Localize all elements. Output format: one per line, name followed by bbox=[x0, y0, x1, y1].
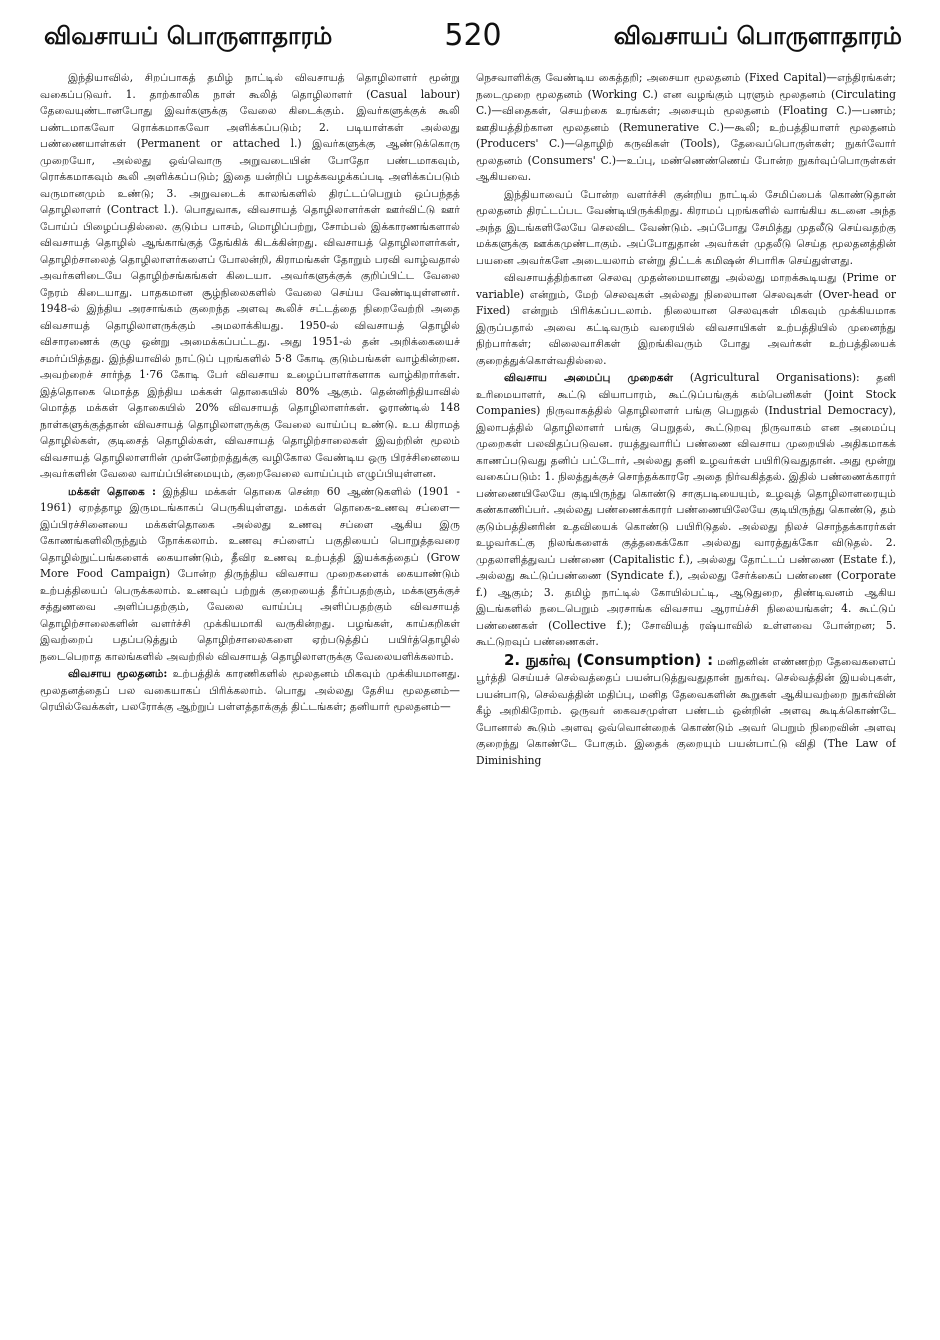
paragraph-costs: விவசாயத்திற்கான செலவு முதன்மையானது அல்லது மாறக்கூடியது (Prime or variable) என்றும், மேற் செலவுகள் அல்லது நிலையான செலவுகள் (Over-head or Fixed) என்றும் பிரிக்கப்படலாம். நிலையான செலவுகள் மிகவும் முக்கியமாக இருப்பதால் அவை கட்டிவரும் வரையில் விவசாயிகள் உற்பத்தியில் முனைந்து நிற்பார்கள்; விலைவாசிகள் இறங்கிவரும் போது அவர்கள் உற்பத்தியைக் குறைத்துக்கொள்வதில்லை. bbox=[476, 271, 896, 367]
heading-agricultural-capital: விவசாய மூலதனம்: bbox=[68, 667, 168, 680]
paragraph-capital-types: நெசவாளிக்கு வேண்டிய கைத்தறி; அசையா மூலதனம் (Fixed Capital)—எந்திரங்கள்; நடைமுறை மூலதனம் (Working C.) என வழங்கும் புரளும் மூலதனம் (Circulating C.)—விதைகள், செயற்கை உரங்கள்; அசையும் மூலதனம் (Floating C.)—பணம்; ஊதியத்திற்கான மூலதனம் (Remunerative C.)—கூலி; உற்பத்தியாளர் மூலதனம் (Producers' C.)—தொழிற் கருவிகள் (Tools), தேவைப்பொருள்கள்; நுகர்வோர் மூலதனம் (Consumers' C.)—உப்பு, மண்ணெண்ணெய் போன்ற நுகர்வுப்பொருள்கள் ஆகியவை. bbox=[476, 71, 896, 183]
paragraph-population bbox=[40, 484, 460, 666]
paragraph-agricultural-labour: இந்தியாவில், சிறப்பாகத் தமிழ் நாட்டில் விவசாயத் தொழிலாளர் மூன்று வகைப்படுவர். 1. தாற்காலிக நாள் கூலித் தொழிலாளர் (Casual labour) தேவையுண்டானபோது இவர்களுக்கு வேலை கிடைக்கும். இவர்களுக்குக் கூலி பண்டமாகவோ ரொக்கமாகவோ அளிக்கப்படும்; 2. படியாள்கள் அல்லது பண்ணையாள்கள் (Permanent or attached l.) இவர்களுக்கு ஆண்டுக்கொரு முறையோ, அல்லது ஒவ்வொரு அறுவடையின் போதோ பண்டமாகவும், ரொக்கமாகவும் கூலி அளிக்கப்படும்; இதை யன்றிப் பழக்கவழக்கப்படி அளிக்கப்படும் வருமானமும் உண்டு; 3. அறுவடைக் காலங்களில் திரட்டப்பெறும் ஒப்பந்தத் தொழிலாளர் (Contract l.). பொதுவாக, விவசாயத் தொழிலாளர்கள் ஊர்விட்டு ஊர் போய்ப் பிழைப்பதில்லை. குடும்ப பாசம், மொழிப்பற்று, சோம்பல் இக்காரணங்களால் விவசாயத் தொழில் ஆங்காங்குத் தேங்கிக் கிடக்கின்றது. விவசாயத் தொழிலாளர்கள், தொழிற்சாலைத் தொழிலாளர்களைப் போலன்றி, கிராமங்கள் தோறும் பரவி வாழ்வதால் அவர்களிடையே தொழிற்சங்கங்கள் கிடையா. அவர்களுக்குக் குறிப்பிட்ட வேலை நேரம் கிடையாது. பாதகமான சூழ்நிலைகளில் வேலை செய்ய வேண்டியுள்ளனர். 1948-ல் இந்திய அரசாங்கம் குறைந்த அளவு கூலிச் சட்டத்தை நிறைவேற்றி அதை விவசாயத் தொழிலாளருக்கும் அமலாக்கியது. 1950-ல் விவசாயத் தொழில் விசாரணைக் குழு ஒன்று அமைக்கப்பட்டது. அது 1951-ல் தன் அறிக்கையைச் சமர்ப்பித்தது. இந்தியாவில் நாட்டுப் புறங்களில் 5·8 கோடி குடும்பங்கள் வாழ்கின்றன. அவற்றைச் சார்ந்த 1·76 கோடி பேர் விவசாய உழைப்பாளர்களாக வாழ்கிறார்கள். இத்தொகை மொத்த இந்திய மக்கள் தொகையில் 80% ஆகும். தென்னிந்தியாவில் மொத்த மக்கள் தொகையில் 20% விவசாயத் தொழிலாளர்கள். ஓராண்டில் 148 நாள்களுக்குத்தான் விவசாயத் தொழிலாளருக்கு வேலை வாய்ப்பு உண்டு. உப கிராமத் தொழில்கள், குடிசைத் தொழில்கள், விவசாயத் தொழிற்சாலைகள் இவற்றின் மூலம் விவசாயத் தொழிலாளரின் முன்னேற்றத்துக்கு வழிகோல வேண்டிய ஒரு பிரச்சினையை அவர்களின் வேலை வாய்ப்பின்மையும், குறைவேலை வாய்ப்பும் எழுப்பியுள்ளன. bbox=[40, 71, 460, 480]
paragraph-organisations bbox=[476, 370, 896, 651]
heading-consumption: 2. நுகர்வு (Consumption) : bbox=[504, 650, 714, 669]
running-title-right: விவசாயப் பொருளாதாரம் bbox=[613, 22, 902, 50]
page-header bbox=[44, 14, 902, 58]
paragraph-savings: இந்தியாவைப் போன்ற வளர்ச்சி குன்றிய நாட்டில் சேமிப்பைக் கொண்டுதான் மூலதனம் திரட்டப்பட வேண்டியிருக்கிறது. கிராமப் புறங்களில் வாங்கிய கடனை அந்த அந்த இடங்களிலேயே செலவிட வேண்டும். அப்போது சேமித்து முதலீடு செய்வதற்கு மக்களுக்கு ஊக்கமுண்டாகும். அப்போதுதான் அவர்கள் முதலீடு செய்த மூலதனத்தின் பயனை அவர்களே அடையலாம் என்று திட்டக் கமிஷன் சிபாரிசு செய்துள்ளது. bbox=[476, 187, 896, 267]
paragraph-consumption-text: மனிதனின் எண்ணற்ற தேவைகளைப் பூர்த்தி செய்யச் செல்வத்தைப் பயன்படுத்துவதுதான் நுகர்வு. செல்வத்தின் இயல்புகள், பயன்பாடு, செல்வத்தின் மதிப்பு, மனித தேவைகளின் கூறுகள் ஆகியவற்றை நுகர்வின் கீழ் அறிகிறோம். ஒருவர் கைவசமுள்ள பண்டம் ஒன்றின் அளவு கூடிக்கொண்டே போனால் கூடும் அளவு ஒவ்வொன்றைக் கொண்டும் அவர் பெறும் நிறைவின் அளவு குறைந்து கொண்டே போகும். இதைக் குறையும் பயன்பாட்டு விதி (The Law of Diminishing bbox=[476, 654, 896, 767]
paragraph-organisations-text: (Agricultural Organisations): தனி உரிமையாளர், கூட்டு வியாபாரம், கூட்டுப்பங்குக் கம்பெனிகள் (Joint Stock Companies) நிருவாகத்தில் தொழிலாளர் பங்கு பெறுதல் (Industrial Democracy), இலாபத்தில் தொழிலாளர் பங்கு பெறுதல், கூட்டுறவு நிருவாகம் என அமைப்பு முறைகள் பலவிதப்படுவன. ரயத்துவாரிப் பண்ணை விவசாய முறையில் அதிகமாகக் காணப்படுவது தனிப் பட்டோர், அல்லது தனி உழவர்கள் பயிரிடுவதுதான். அது மூன்று வகைப்படும்: 1. நிலத்துக்குச் சொந்தக்காரரே அதை நிர்வகித்தல். இதில் பண்ணைக்காரர் பண்ணையிலேயே குடியிருந்து கொண்டு சாகுபடியையும், உழவுத் தொழிலாளரையும் கண்காணிப்பர். அல்லது பண்ணைக்காரர் பண்ணையிலேயே குடியிருந்து கொண்டு, தம் குடும்பத்தினரின் உதவியைக் கொண்டு பயிரிடுதல். அல்லது நிலச் சொந்தக்காரர்கள் உழவர்கட்கு நிலங்களைக் குத்தகைக்கோ அல்லது வாரத்துக்கோ விடுதல். 2. முதலாளித்துவப் பண்ணை (Capitalistic f.), அல்லது தோட்டப் பண்ணை (Estate f.), அல்லது கூட்டுப்பண்ணை (Syndicate f.), அல்லது சேர்க்கைப் பண்ணை (Corporate f.) ஆகும்; 3. தமிழ் நாட்டில் கோயில்பட்டி, ஆடுதுறை, திண்டிவனம் ஆகிய இடங்களில் நடைபெறும் அரசாங்க விவசாய ஆராய்ச்சி நிலையங்கள்; 4. கூட்டுப் பண்ணைகள் (Collective f.); சோவியத் ரஷ்யாவில் உள்ளவை போன்றன; 5. கூட்டுறவுப் பண்ணைகள். bbox=[476, 371, 896, 648]
paragraph-consumption bbox=[476, 652, 896, 770]
heading-organisations: விவசாய அமைப்பு முறைகள் bbox=[504, 371, 674, 384]
right-column bbox=[476, 70, 896, 1332]
paragraph-population-text: இந்திய மக்கள் தொகை சென்ற 60 ஆண்டுகளில் (1901 - 1961) ஏறத்தாழ இருமடங்காகப் பெருகியுள்ளது. மக்கள் தொகை-உணவு சப்ளை—இப்பிரச்சினையை மக்கள்தொகை அல்லது உணவு சப்ளை ஆகிய இரு கோணங்களிலிருந்தும் நோக்கலாம். உணவு சப்ளைப் பகுதியைப் பொறுத்தவரை தொழில்நுட்பங்களைக் கையாண்டும், தீவிர உணவு உற்பத்தி இயக்கத்தைப் (Grow More Food Campaign) போன்ற திருந்திய விவசாய முறைகளைக் கையாண்டும் உற்பத்தியைப் பெருக்கலாம். உணவுப் பற்றுக் குறையைத் தீர்ப்பதற்கும், மக்களுக்குச் சத்துணவை அளிப்பதற்கும், வேலை வாய்ப்பு அளிப்பதற்கும் விவசாயத் தொழிற்சாலைகளின் வளர்ச்சி முக்கியமாகி வருகின்றது. பழங்கள், காய்கறிகள் இவற்றைப் பதப்படுத்தும் தொழிற்சாலைகளை ஏற்படுத்திப் பயிர்த்தொழில் நடைபெறாத காலங்களில் அவற்றில் விவசாயத் தொழிலாளருக்கு வேலையளிக்கலாம். bbox=[40, 484, 460, 663]
left-column bbox=[40, 70, 460, 1332]
heading-population: மக்கள் தொகை : bbox=[68, 484, 156, 498]
running-title-left: விவசாயப் பொருளாதாரம் bbox=[44, 22, 333, 50]
paragraph-agricultural-capital-text: உற்பத்திக் காரணிகளில் மூலதனம் மிகவும் முக்கியமானது. மூலதனத்தைப் பல வகையாகப் பிரிக்கலாம். பொது அல்லது தேசிய மூலதனம்—ரெயில்வேக்கள், பலரோக்கு ஆற்றுப் பள்ளத்தாக்குத் திட்டங்கள்; தனியார் மூலதனம்— bbox=[40, 667, 460, 713]
page-number: 520 bbox=[444, 18, 502, 53]
paragraph-agricultural-capital bbox=[40, 666, 460, 716]
